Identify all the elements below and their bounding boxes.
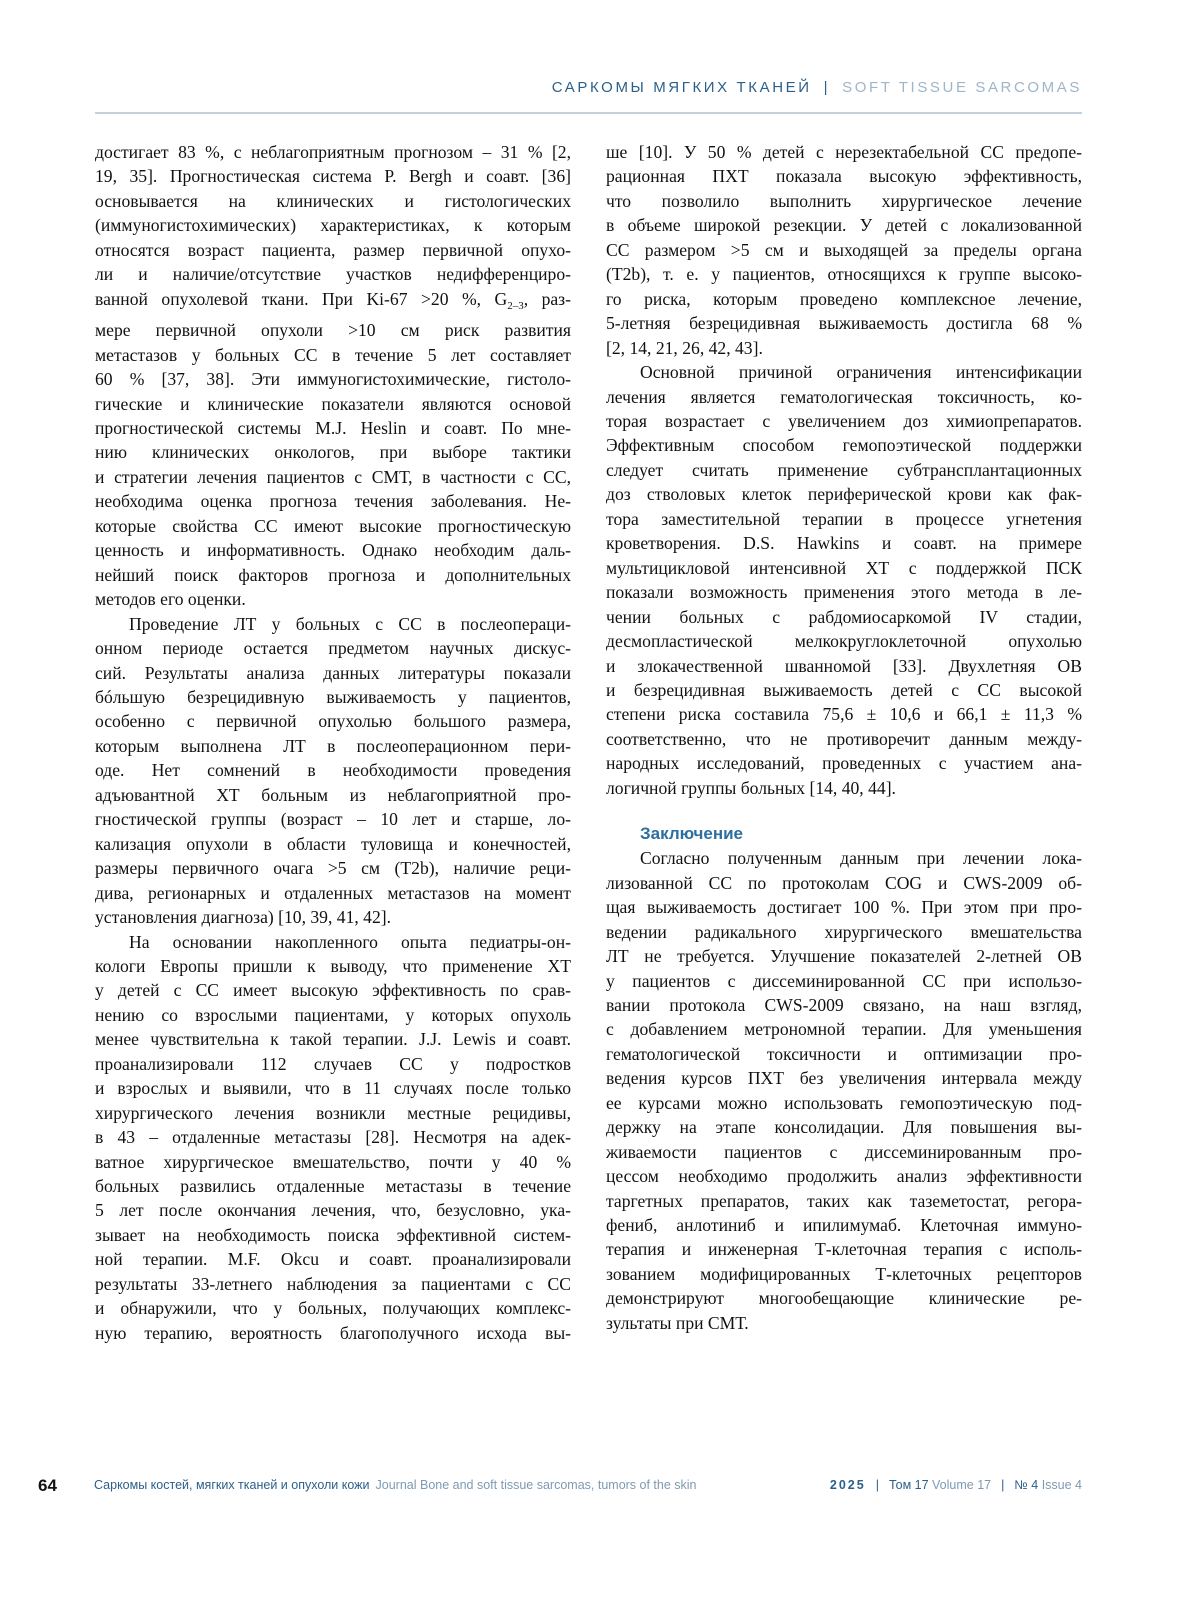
text-line: метастазов у больных СС в течение 5 лет составляет xyxy=(95,344,571,365)
text-line: показали возможность применения этого метода в ле- xyxy=(606,582,1082,603)
running-head xyxy=(552,79,1082,96)
paragraph-radiotherapy xyxy=(95,612,571,930)
text-line: в объеме широкой резекции. У детей с локализованной xyxy=(606,215,1082,236)
text-line: сий. Результаты анализа данных литературы показали xyxy=(95,662,571,683)
text-line: [2, 14, 21, 26, 42, 43]. xyxy=(606,337,763,358)
conclusion-heading: Заключение xyxy=(640,824,743,844)
text-line: оде. Нет сомнений в необходимости проведения xyxy=(95,760,571,781)
text-line: прогностической системы M.J. Heslin и соавт. По мне- xyxy=(95,417,571,438)
text-line: Проведение ЛТ у больных с СС в послеопераци- xyxy=(129,613,571,634)
paragraph-chemotherapy-experience xyxy=(95,930,571,1346)
text-line: 19, 35]. Прогностическая система P. Bergh и соавт. [36] xyxy=(95,166,571,187)
text-line: ЛТ не требуется. Улучшение показателей 2-летней ОВ xyxy=(606,946,1082,967)
text-line: ли и наличие/отсутствие участков недифференциро- xyxy=(95,264,571,285)
text-line: и злокачественной шванномой [33]. Двухлетняя ОВ xyxy=(606,655,1082,676)
text-line: размеры первичного очага >5 см (T2b), наличие реци- xyxy=(95,858,571,879)
text-line: (иммуногистохимических) характеристиках, к которым xyxy=(95,215,571,236)
text-line: живаемости пациентов с диссеминированным про- xyxy=(606,1141,1082,1162)
text-line: ценность и информативность. Однако необходим даль- xyxy=(95,540,571,561)
text-line: ной терапии. M.F. Okcu и соавт. проанализировали xyxy=(95,1249,571,1270)
text-line: зультаты при СМТ. xyxy=(606,1312,749,1333)
text-line: гические и клинические показатели являются основой xyxy=(95,393,571,414)
text-line: онном периоде остается предметом научных дискус- xyxy=(95,638,571,659)
text-line: методов его оценки. xyxy=(95,589,246,610)
text-line: Основной причиной ограничения интенсификации xyxy=(640,362,1082,383)
text-line xyxy=(95,287,571,318)
text-line: нению со взрослыми пациентами, у которых опухоль xyxy=(95,1004,571,1025)
volume-ru: Том 17 xyxy=(888,1478,929,1492)
text-line: 5 лет после окончания лечения, что, безусловно, ука- xyxy=(95,1200,571,1221)
text-line: СС размером >5 см и выходящей за пределы органа xyxy=(606,239,1082,260)
journal-title-ru: Саркомы костей, мягких тканей и опухоли кожи xyxy=(94,1478,370,1492)
issue-year: 2025 xyxy=(829,1478,866,1492)
footer-separator: | xyxy=(875,1478,879,1492)
text-line: доз стволовых клеток периферической крови как фак- xyxy=(606,484,1082,505)
text-line: проанализировали 112 случаев СС у подростков xyxy=(95,1053,571,1074)
text-line: которым выполнена ЛТ в послеоперационном пери- xyxy=(95,735,571,756)
text-line: ведения курсов ПХТ без увеличения интервала между xyxy=(606,1068,1082,1089)
issue-info xyxy=(830,1478,1082,1492)
text-line: гематологической токсичности и оптимизации про- xyxy=(606,1043,1082,1064)
text-line: хирургического лечения возникли местные рецидивы, xyxy=(95,1102,571,1123)
text-line: менее чувствительна к такой терапии. J.J. Lewis и соавт. xyxy=(95,1029,571,1050)
text-line: необходима оценка прогноза течения заболевания. Не- xyxy=(95,491,571,512)
text-line: зованием модифицированных Т-клеточных рецепторов xyxy=(606,1263,1082,1284)
text-line: На основании накопленного опыта педиатры-он- xyxy=(129,931,571,952)
text-line: результаты 33-летнего наблюдения за пациентами с СС xyxy=(95,1273,571,1294)
text-line: фениб, анлотиниб и ипилимумаб. Клеточная иммуно- xyxy=(606,1215,1082,1236)
text-line: торая возрастает с увеличением доз химиопрепаратов. xyxy=(606,410,1082,431)
text-line: го риска, которым проведено комплексное лечение, xyxy=(606,288,1082,309)
text-line: установления диагноза) [10, 39, 41, 42]. xyxy=(95,907,392,928)
text-line: дива, регионарных и отдаленных метастазов на момент xyxy=(95,882,571,903)
text-line: нию клинических онкологов, при выборе тактики xyxy=(95,442,571,463)
text-line: вании протокола CWS-2009 связано, на наш взгляд, xyxy=(606,994,1082,1015)
text-line: больных развились отдаленные метастазы в течение xyxy=(95,1176,571,1197)
text-line: нейший поиск факторов прогноза и дополнительных xyxy=(95,564,571,585)
text-line: держку на этапе консолидации. Для повышения вы- xyxy=(606,1117,1082,1138)
page-footer xyxy=(38,1476,1082,1496)
text-line: 60 % [37, 38]. Эти иммуногистохимические, гистоло- xyxy=(95,369,571,390)
text-line: мультицикловой интенсивной ХТ с поддержкой ПСК xyxy=(606,557,1082,578)
text-line: лизованной СС по протоколам COG и CWS-2009 об- xyxy=(606,872,1082,893)
text-line: кологи Европы пришли к выводу, что применение ХТ xyxy=(95,955,571,976)
text-line: зывает на необходимость поиска эффективной систем- xyxy=(95,1224,571,1245)
text-line: основывается на клинических и гистологических xyxy=(95,190,571,211)
text-line: и обнаружили, что у больных, получающих комплекс- xyxy=(95,1298,571,1319)
text-line: десмопластической мелкокруглоклеточной опухолью xyxy=(606,631,1082,652)
issue-ru: № 4 xyxy=(1014,1478,1039,1492)
text-line: народных исследований, проведенных с участием ана- xyxy=(606,753,1082,774)
text-line: степени риска составила 75,6 ± 10,6 и 66,1 ± 11,3 % xyxy=(606,704,1082,725)
text-line: и взрослых и выявили, что в 11 случаях после только xyxy=(95,1078,571,1099)
text-line: и безрецидивная выживаемость детей с СС высокой xyxy=(606,679,1082,700)
text-line: тора заместительной терапии в процессе угнетения xyxy=(606,508,1082,529)
text-line: ше [10]. У 50 % детей с нерезектабельной СС предопе- xyxy=(606,142,1082,162)
text-line: цессом необходимо продолжить анализ эффективности xyxy=(606,1166,1082,1187)
journal-title xyxy=(94,1478,697,1492)
text-line: лечения является гематологическая токсичность, ко- xyxy=(606,386,1082,407)
text-line: ную терапию, вероятность благополучного исхода вы- xyxy=(95,1322,571,1343)
text-fragment: , раз- xyxy=(523,288,571,309)
text-line: достигает 83 %, с неблагоприятным прогнозом – 31 % [2, xyxy=(95,142,571,162)
text-line: адъювантной ХТ больным из неблагоприятной про- xyxy=(95,784,571,805)
text-line: Согласно полученным данным при лечении лока- xyxy=(640,848,1082,869)
grade-subscript: 2–3 xyxy=(507,299,524,312)
paragraph-conclusion xyxy=(606,846,1082,1335)
paragraph-toxicity xyxy=(606,360,1082,800)
text-line: которые свойства СС имеют высокие прогностическую xyxy=(95,515,571,536)
text-line: у пациентов с диссеминированной СС при использо- xyxy=(606,970,1082,991)
text-line: гностической группы (возраст – 10 лет и старше, ло- xyxy=(95,809,571,830)
text-fragment: ванной опухолевой ткани. При Ki-67 >20 %, G xyxy=(95,288,508,309)
right-column xyxy=(606,140,1082,1335)
text-line: 5-летняя безрецидивная выживаемость достигла 68 % xyxy=(606,313,1082,334)
text-line: ведении радикального хирургического вмешательства xyxy=(606,921,1082,942)
journal-title-en: Journal Bone and soft tissue sarcomas, tumors of the skin xyxy=(375,1478,697,1492)
text-line: чении больных с рабдомиосаркомой IV стадии, xyxy=(606,606,1082,627)
header-separator: | xyxy=(823,79,831,96)
text-line: Эффективным способом гемопоэтической поддержки xyxy=(606,435,1082,456)
footer-separator: | xyxy=(1001,1478,1005,1492)
text-line: кализация опухоли в области туловища и конечностей, xyxy=(95,833,571,854)
text-line: мере первичной опухоли >10 см риск развития xyxy=(95,320,571,341)
paragraph-chemotherapy-continued xyxy=(606,140,1082,360)
text-line: бóльшую безрецидивную выживаемость у пациентов, xyxy=(95,686,571,707)
text-line: ее курсами можно использовать гемопоэтическую под- xyxy=(606,1092,1082,1113)
text-line: щая выживаемость достигает 100 %. При этом при про- xyxy=(606,897,1082,918)
text-line: с добавлением метрономной терапии. Для уменьшения xyxy=(606,1019,1082,1040)
text-line: (T2b), т. е. у пациентов, относящихся к группе высоко- xyxy=(606,264,1082,285)
issue-en: Issue 4 xyxy=(1041,1478,1082,1492)
section-title-en: SOFT TISSUE SARCOMAS xyxy=(842,79,1082,96)
text-line: и стратегии лечения пациентов с СМТ, в частности с СС, xyxy=(95,466,571,487)
text-line: в 43 – отдаленные метастазы [28]. Несмотря на адек- xyxy=(95,1127,571,1148)
text-line: логичной группы больных [14, 40, 44]. xyxy=(606,777,896,798)
text-line: соответственно, что не противоречит данным между- xyxy=(606,728,1082,749)
page-number: 64 xyxy=(38,1476,57,1495)
text-line: что позволило выполнить хирургическое лечение xyxy=(606,190,1082,211)
text-line: кроветворения. D.S. Hawkins и соавт. на примере xyxy=(606,533,1082,554)
text-line: у детей с СС имеет высокую эффективность по срав- xyxy=(95,980,571,1001)
header-rule xyxy=(95,112,1082,114)
text-line: следует считать применение субтрансплантационных xyxy=(606,459,1082,480)
text-line: относятся возраст пациента, размер первичной опухо- xyxy=(95,239,571,260)
left-column xyxy=(95,140,571,1345)
text-line: таргетных препаратов, таких как таземетостат, регора- xyxy=(606,1190,1082,1211)
volume-en: Volume 17 xyxy=(932,1478,992,1492)
section-title-ru: САРКОМЫ МЯГКИХ ТКАНЕЙ xyxy=(551,79,812,96)
text-line: ватное хирургическое вмешательство, почти у 40 % xyxy=(95,1151,571,1172)
text-line: рационная ПХТ показала высокую эффективность, xyxy=(606,166,1082,187)
text-line: демонстрируют многообещающие клинические ре- xyxy=(606,1288,1082,1309)
text-line: особенно с первичной опухолью большого размера, xyxy=(95,711,571,732)
text-line: терапия и инженерная Т-клеточная терапия с исполь- xyxy=(606,1239,1082,1260)
paragraph-prognosis xyxy=(95,140,571,612)
